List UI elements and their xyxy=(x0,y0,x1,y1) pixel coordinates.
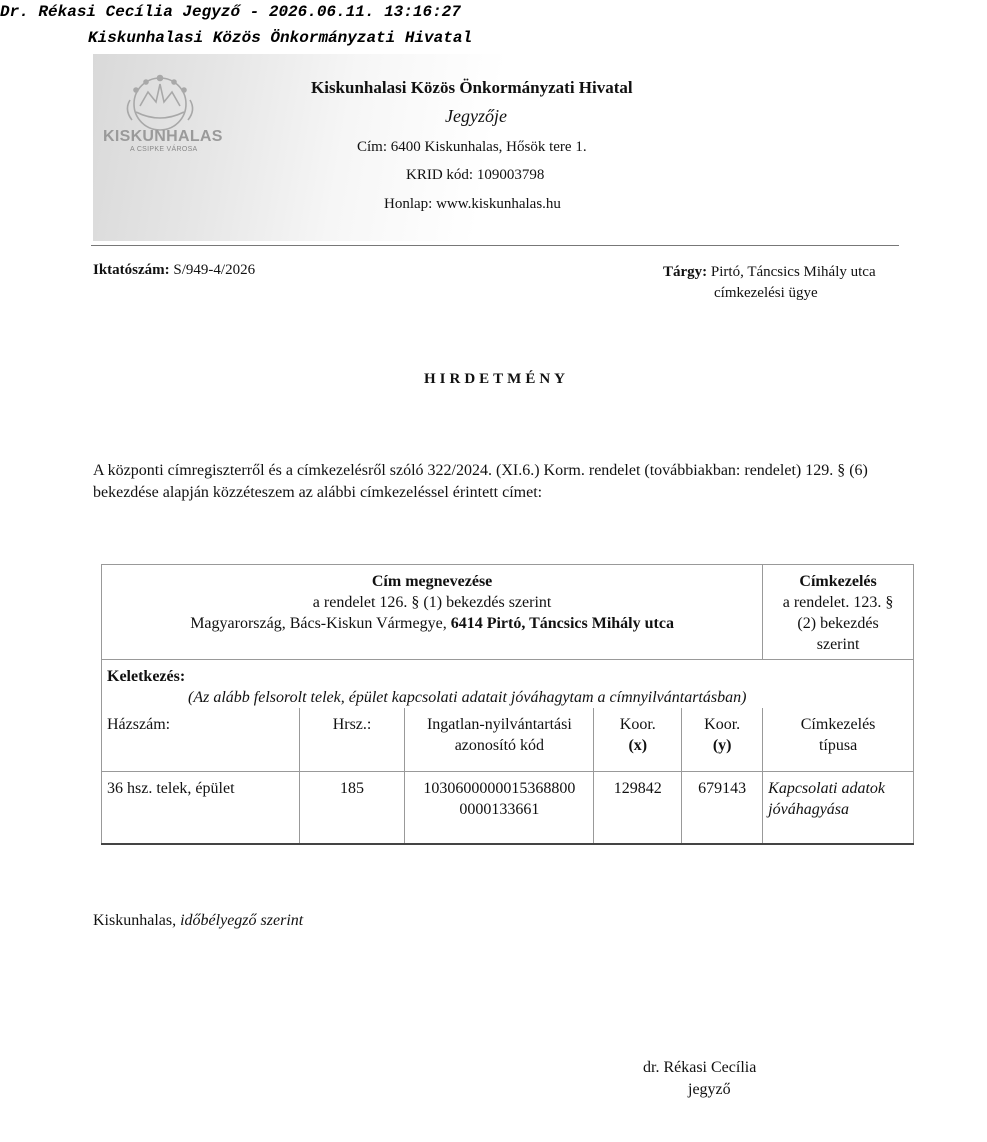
column-coord-x xyxy=(594,708,682,771)
origin-cell xyxy=(102,660,914,709)
reference-number xyxy=(93,262,255,279)
website: Honlap: www.kiskunhalas.hu xyxy=(384,196,561,212)
cell-property-id-line1: 1030600000015368800 xyxy=(423,779,576,797)
signature-title: Jegyzője xyxy=(445,106,507,126)
logo-wordmark: KISKUNHALAS xyxy=(103,128,223,145)
subject xyxy=(663,262,876,304)
column-property-id-line1: Ingatlan-nyilvántartási xyxy=(426,716,572,733)
cell-property-id xyxy=(405,771,594,844)
place-city: Kiskunhalas, xyxy=(93,912,181,929)
cell-type-line1: Kapcsolati adatok xyxy=(768,779,886,797)
subject-label: Tárgy: xyxy=(663,264,708,280)
signer-role: jegyző xyxy=(688,1081,731,1098)
logo-tagline: A CSIPKE VÁROSA xyxy=(130,146,198,153)
intro-paragraph: A központi címregiszterről és a címkezelésről szóló 322/2024. (XI.6.) Korm. rendelet (továbbiakban: rendelet) 129. § (6) bekezdése alapján közzéteszem az alábbi címkezeléssel érintett címet: xyxy=(93,462,868,501)
cell-type xyxy=(763,771,914,844)
column-property-id xyxy=(405,708,594,771)
address-header-street: 6414 Pirtó, Táncsics Mihály utca xyxy=(450,615,674,632)
cell-house-number: 36 hsz. telek, épület xyxy=(102,771,300,844)
reference-value: S/949-4/2026 xyxy=(173,262,256,278)
signer-name: dr. Rékasi Cecília xyxy=(643,1059,757,1076)
column-coord-y-line1: Koor. xyxy=(704,716,741,733)
cell-coord-x: 129842 xyxy=(594,771,682,844)
column-type xyxy=(763,708,914,771)
cell-type-line2: jóváhagyása xyxy=(768,800,850,818)
signature-stamp-line2: Kiskunhalasi Közös Önkormányzati Hivatal xyxy=(88,29,473,47)
origin-label: Keletkezés: xyxy=(107,668,186,685)
place-and-date xyxy=(93,912,303,930)
cell-parcel: 185 xyxy=(299,771,405,844)
column-coord-x-line1: Koor. xyxy=(619,716,656,733)
labeling-header-line2: a rendelet. 123. § xyxy=(782,594,894,611)
cell-property-id-line2: 0000133661 xyxy=(459,800,540,818)
column-house-number: Házszám: xyxy=(102,708,300,771)
krid-code: KRID kód: 109003798 xyxy=(406,167,545,183)
column-parcel: Hrsz.: xyxy=(299,708,405,771)
labeling-header-cell xyxy=(763,565,914,660)
origin-note: (Az alább felsorolt telek, épület kapcsolati adatait jóváhagytam a címnyilvántartásban) xyxy=(188,689,747,706)
table-row xyxy=(102,771,914,844)
column-coord-x-line2: (x) xyxy=(628,737,648,754)
column-coord-y xyxy=(682,708,763,771)
address-header-title: Cím megnevezése xyxy=(371,573,493,590)
column-header-row xyxy=(102,708,914,771)
column-coord-y-line2: (y) xyxy=(712,737,732,754)
organization-name: Kiskunhalasi Közös Önkormányzati Hivatal xyxy=(311,78,633,97)
header-divider xyxy=(91,245,899,246)
cell-coord-y: 679143 xyxy=(682,771,763,844)
subject-line2: címkezelési ügye xyxy=(714,285,818,301)
labeling-header-title: Címkezelés xyxy=(799,573,877,590)
document-title: HIRDETMÉNY xyxy=(423,371,569,387)
column-type-line2: típusa xyxy=(818,737,858,754)
address-table xyxy=(101,564,914,845)
place-date-note: időbélyegző szerint xyxy=(180,912,304,929)
signature-stamp-line1: Dr. Rékasi Cecília Jegyző - 2026.06.11. 13:16:27 xyxy=(0,3,461,21)
column-type-line1: Címkezelés xyxy=(800,716,876,733)
address-header-subtitle: a rendelet 126. § (1) bekezdés szerint xyxy=(312,594,552,611)
address-header-cell xyxy=(102,565,763,660)
labeling-header-line3: (2) bekezdés xyxy=(797,615,879,632)
subject-line1: Pirtó, Táncsics Mihály utca xyxy=(710,264,876,280)
labeling-header-line4: szerint xyxy=(816,636,860,653)
office-address: Cím: 6400 Kiskunhalas, Hősök tere 1. xyxy=(357,139,587,155)
column-property-id-line2: azonosító kód xyxy=(454,737,545,754)
address-header-prefix: Magyarország, Bács-Kiskun Vármegye, xyxy=(190,615,451,632)
reference-label: Iktatószám: xyxy=(93,262,170,278)
